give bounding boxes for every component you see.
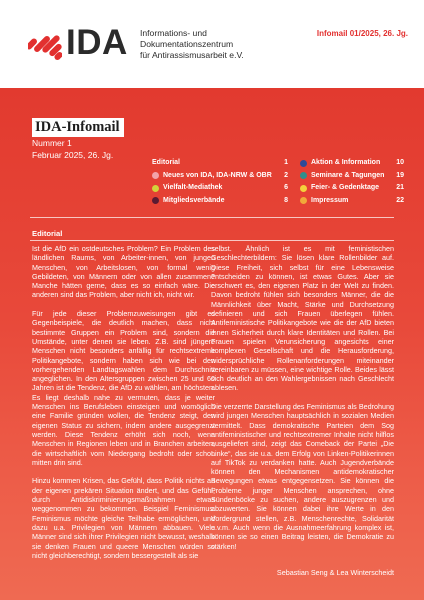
org-name-line: Informations- und: [140, 28, 207, 38]
toc-label: Editorial: [152, 159, 181, 166]
issue-number: Nummer 1: [32, 138, 72, 148]
toc-item-feiertage[interactable]: [300, 183, 404, 196]
toc-item-neues[interactable]: [152, 171, 288, 184]
ida-logo-text: IDA: [66, 23, 128, 62]
toc-page: 2: [284, 171, 288, 179]
paragraph: Hinzu kommen Krisen, das Gefühl, dass Politik nichts an der eigenen prekären Situation ändert, und das Gefühl, durch Antidiskriminierungsmaßnahmen etwas weggenommen zu bekommen. Beispiel Feminismus: Feminismus möchte gleiche Teilhabe ermöglichen, und dazu u.a. Privilegien von Männern abbauen. Viele Männer sind sich ihrer Privilegien nicht bewusst, weshalb sie denken Frauen und queere Menschen würden so nicht gleichberechtigt, sondern bessergestellt als sie: [32, 476, 215, 560]
teal-dot-icon: [300, 172, 307, 179]
page-header: [0, 0, 424, 88]
toc-label: Vielfalt-Mediathek: [163, 184, 223, 191]
org-name-line: für Antirassismusarbeit e.V.: [140, 50, 244, 60]
yellow-green-dot-icon: [152, 185, 159, 192]
toc-page: 22: [396, 196, 404, 204]
toc-item-editorial[interactable]: [152, 158, 288, 171]
orange-dot-icon: [300, 197, 307, 204]
toc-page: 21: [396, 184, 404, 191]
author-byline: Sebastian Seng & Lea Winterscheidt: [276, 568, 394, 577]
newsletter-title: IDA-Infomail: [32, 118, 124, 137]
article-column-right: [211, 244, 394, 560]
toc-column-right: [300, 158, 404, 208]
blue-dot-icon: [300, 160, 307, 167]
ida-logo-icon: [28, 28, 62, 62]
toc-label: Neues von IDA, IDA-NRW & OBR: [163, 171, 272, 179]
divider-top: [30, 217, 394, 218]
toc-column-left: [152, 158, 288, 208]
yellow-dot-icon: [300, 185, 307, 192]
divider-bottom: [30, 240, 394, 241]
issue-date: Februar 2025, 26. Jg.: [32, 150, 114, 160]
paragraph: Für jede dieser Problemzuweisungen gibt es Gegenbeispiele, die deutlich machen, dass nicht bestimmte Gruppen ein Problem sind, sondern die Umstände, unter denen sie leben. Z.B. sind jüngere Menschen nicht besonders anfällig für rechtsextreme Politikangebote, sondern haben sich wie bei den vorhergehenden Landtagswahlen dem Durchschnitt angeglichen. In den Altersgruppen zwischen 25 und 60 Jahren ist die Tendenz, die AfD zu wählen, am höchsten. Es liegt deshalb nahe zu vermuten, dass je weiter Menschen ins Berufsleben einsteigen und womöglich eine Familie gründen wollen, die Tendenz steigt, den eigenen Status zu sichern, indem andere ausgegrenzt werden. Diese Tendenz erhöht sich noch, wenn Menschen in Regionen leben und in Branchen arbeiten, die wirtschaftlich vom Niedergang bedroht oder schon mitten drin sind.: [32, 309, 215, 467]
paragraph: Ist die AfD ein ostdeutsches Problem? Ein Problem des ländlichen Raums, von Arbeiter-innen, von jungen Menschen, von Arbeitslosen, von formal wenig Gebildeten, von Männern oder von allen zusammen? Manche hätten gerne, dass es so einfach wäre. Die anderen sind das Problem, aber nicht ich, nicht wir.: [32, 244, 215, 300]
toc-item-mediathek[interactable]: [152, 183, 288, 196]
toc-page: 6: [284, 184, 288, 191]
toc-page: 1: [284, 159, 288, 166]
toc-page: 19: [396, 171, 404, 179]
toc-label: Seminare & Tagungen: [311, 171, 385, 179]
paragraph: selbst. Ähnlich ist es mit feministischen Geschlechterbildern: Sie lösen klare Rollenbilder auf. Diese Freiheit, sich selbst für eine Lebensweise entscheiden zu können, ist etwas Gutes. Aber sie erschwert es, den eigenen Platz in der Welt zu finden. Davon bedroht fühlen sich besonders Männer, die die Männlichkeit über Macht, Stärke und Durchsetzung definieren und sich Frauen überlegen fühlen. Antifeministische Politikangebote wie die der AfD bieten ihnen Sicherheit durch klare Identitäten und Rollen. Bei Frauen spielen Verunsicherung angesichts einer komplexen Gesellschaft und die Herausforderung, widersprüchliche Rollenanforderungen miteinander vereinbaren zu müssen, eine wichtige Rolle. Beides lässt sich deutlich an den Wahlergebnissen nach Geschlecht ablesen.: [211, 244, 394, 393]
organization-name: [140, 28, 244, 61]
toc-page: 10: [396, 159, 404, 166]
org-name-line: Dokumentationszentrum: [140, 39, 234, 49]
toc-item-seminare[interactable]: [300, 171, 404, 184]
article-column-left: [32, 244, 215, 569]
section-heading: Editorial: [32, 229, 63, 238]
toc-label: Feier- & Gedenktage: [311, 184, 380, 191]
toc-item-impressum[interactable]: [300, 196, 404, 209]
toc-label: Mitgliedsverbände: [163, 196, 225, 204]
toc-page: 8: [284, 196, 288, 204]
toc-item-mitgliedsverbaende[interactable]: [152, 196, 288, 209]
toc-item-aktion[interactable]: [300, 158, 404, 171]
paragraph: Die verzerrte Darstellung des Feminismus als Bedrohung wird jungen Menschen hauptsächlich in sozialen Medien vermittelt. Dass demokratische Parteien dem Sog antifeministischer und rechtsextremer Inhalte nicht hilflos ausgeliefert sind, zeigt das Comeback der Partei „Die Linke“, das sie u.a. dem Erfolg von Linken-Politikerinnen auf TikTok zu verdanken hatte. Auch Jugendverbände können den Mechanismen antidemokratischer Bewegungen etwas entgegensetzen. Sie können die Probleme junger Menschen ansprechen, ohne Sündenböcke zu suchen, andere auszugrenzen und abzuwerten. Sie können dabei ihre Werte in den Vordergrund stellen, z.B. Menschenrechte, Solidarität u.v.m. Auch wenn die Ausnahmeerfahrung komplex ist, können sie so einen Beitrag leisten, die Demokratie zu stärken!: [211, 402, 394, 551]
issue-tag: Infomail 01/2025, 26. Jg.: [316, 29, 408, 38]
maroon-dot-icon: [152, 197, 159, 204]
pink-dot-icon: [152, 172, 159, 179]
masthead: [32, 118, 124, 161]
toc-label: Impressum: [311, 196, 349, 204]
toc-label: Aktion & Information: [311, 159, 381, 166]
